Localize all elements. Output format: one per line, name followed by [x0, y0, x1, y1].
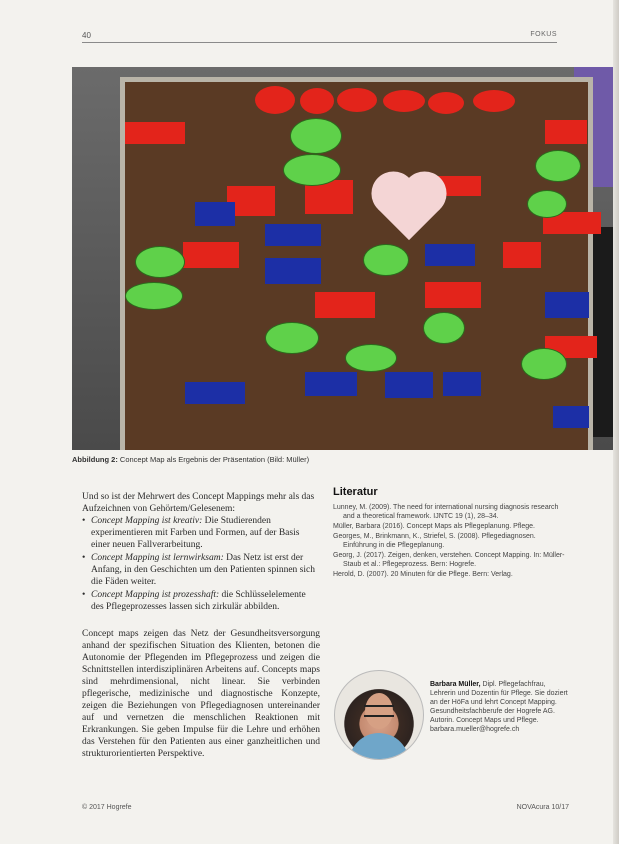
concept-board — [120, 77, 593, 450]
literature-item: Herold, D. (2007). 20 Minuten für die Pflege. Bern: Verlag. — [333, 571, 513, 578]
red-card — [255, 86, 295, 114]
literature-item: Georg, J. (2017). Zeigen, denken, verstehen. Concept Mapping. In: Müller-Staub et al.: Pflegeprozess. Bern: Hogrefe. — [333, 552, 565, 568]
green-oval-card — [283, 154, 341, 186]
figure-caption — [72, 455, 309, 464]
red-card — [545, 120, 587, 144]
red-card — [473, 90, 515, 112]
red-card — [300, 88, 334, 114]
red-card — [503, 242, 541, 268]
article-lead: Und so ist der Mehrwert des Concept Mappings mehr als das Aufzeichnen von Gehörtem/Gelesenem: — [82, 492, 315, 514]
green-oval-card — [135, 246, 185, 278]
blue-card — [265, 224, 321, 246]
caption-label: Abbildung 2: — [72, 455, 118, 464]
blue-card — [265, 258, 321, 284]
blue-card — [553, 406, 589, 428]
blue-card — [195, 202, 235, 226]
footer-issue: NOVAcura 10/17 — [516, 804, 569, 811]
green-oval-card — [527, 190, 567, 218]
author-description: Dipl. Pflegefachfrau, Lehrerin und Dozentin für Pflege. Sie doziert an der HöFa und lehrt Concept Mapping. Gesundheitsfachberufe der Hogrefe AG. Autorin. Concept Maps und Pflege. barbara.mueller@hogrefe.ch — [430, 681, 568, 733]
article-body: Concept maps zeigen das Netz der Gesundheitsversorgung anhand der spezifischen Situation des Klienten, betonen die Autonomie der Pflegenden im Pflegeprozess und zeigen die Schnittstellen interdisziplinären Arbeitens auf. Concepts maps sind mehrdimensional, nicht linear. Sie verbinden pflegerische, medizinische und diagnostische Konzepte, zeigen die Beziehungen von Pflegediagnosen untereinander auf und vernetzen die menschlichen Reaktionen mit Erkrankungen. Sie geben Impulse für die Lehre und erhöhen das Verstehen für den Patienten aus einer ganzheitlichen und strukturorientierten Perspektive. — [82, 629, 320, 759]
blue-card — [443, 372, 481, 396]
bullet-item: • Concept Mapping ist lernwirksam: Das Netz ist erst der Anfang, in den Geschichten um den Patienten spinnen sich die Fäden weiter. — [82, 552, 320, 588]
author-bio — [430, 680, 570, 734]
green-oval-card — [345, 344, 397, 372]
red-card — [425, 282, 481, 308]
blue-card — [305, 372, 357, 396]
green-oval-card — [290, 118, 342, 154]
literature-heading: Literatur — [333, 486, 378, 498]
red-card — [315, 292, 375, 318]
section-label: FOKUS — [530, 31, 557, 38]
red-card — [183, 242, 239, 268]
blue-card — [425, 244, 475, 266]
blue-card — [545, 292, 589, 318]
literature-item: Georges, M., Brinkmann, K., Striefel, S. (2008). Pflegediagnosen. Einführung in die Pflegeplanung. — [333, 533, 536, 549]
red-card — [125, 122, 185, 144]
red-card — [383, 90, 425, 112]
literature-list — [333, 503, 565, 580]
green-oval-card — [521, 348, 567, 380]
page-number: 40 — [82, 31, 91, 40]
caption-text: Concept Map als Ergebnis der Präsentation (Bild: Müller) — [119, 455, 310, 464]
blue-card — [385, 372, 433, 398]
green-oval-card — [363, 244, 409, 276]
article-bullets — [82, 515, 320, 614]
red-card — [428, 92, 464, 114]
literature-item: Müller, Barbara (2016). Concept Maps als Pflegeplanung. Pflege. — [333, 523, 535, 530]
green-oval-card — [423, 312, 465, 344]
bullet-item: • Concept Mapping ist prozesshaft: die Schlüsselelemente des Pflegeprozesses lassen sich zirkulär abbilden. — [82, 589, 320, 613]
footer-copyright: © 2017 Hogrefe — [82, 804, 132, 811]
green-oval-card — [265, 322, 319, 354]
patient-heart-card — [378, 178, 440, 240]
author-name: Barbara Müller, — [430, 681, 481, 688]
green-oval-card — [535, 150, 581, 182]
literature-item: Lunney, M. (2009). The need for international nursing diagnosis research and a theoretical framework. IJNTC 19 (1), 28–34. — [333, 504, 559, 520]
green-oval-card — [125, 282, 183, 310]
blue-card — [185, 382, 245, 404]
header-divider — [82, 42, 557, 43]
bullet-item: • Concept Mapping ist kreativ: Die Studierenden experimentieren mit Farben und Formen, auf der Basis einer neuen Fallverarbeitung. — [82, 515, 320, 551]
author-portrait — [334, 670, 424, 760]
red-card — [337, 88, 377, 112]
concept-map-photo — [72, 67, 614, 450]
